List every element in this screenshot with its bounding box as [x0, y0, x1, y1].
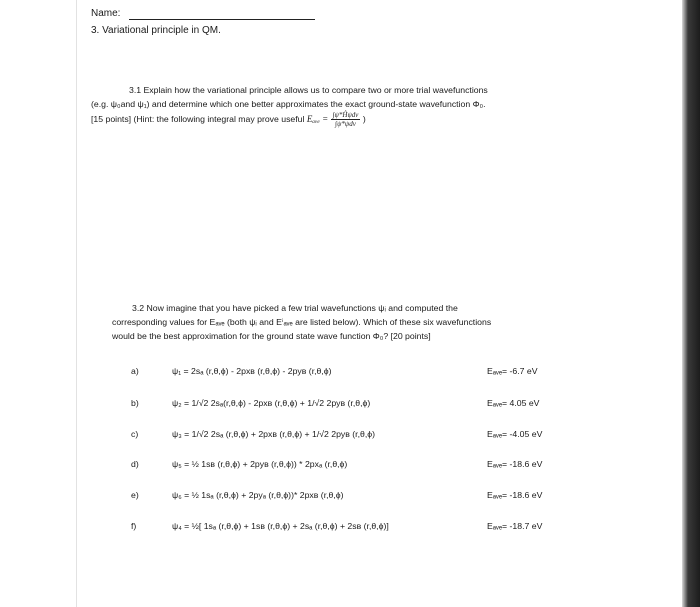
- name-label: Name:: [91, 8, 121, 19]
- option-wavefunction: ψ₄ = ½[ 1sₐ (r,θ,ϕ) + 1sʙ (r,θ,ϕ) + 2sₐ (r,θ,ϕ) + 2sʙ (r,θ,ϕ)]: [172, 521, 389, 531]
- option-letter: b): [131, 398, 139, 408]
- formula-denominator: ∫ψ*ψdv: [335, 120, 356, 128]
- option-wavefunction: ψ₁ = 2sₐ (r,θ,ϕ) - 2pxʙ (r,θ,ϕ) - 2pyʙ (r,θ,ϕ): [172, 366, 332, 376]
- q2-line-1: 3.2 Now imagine that you have picked a few trial wavefunctions ψᵢ and computed the: [132, 303, 458, 313]
- name-blank-line: [129, 19, 315, 20]
- q1-line-2: (e.g. ψ₀and ψ₁) and determine which one better approximates the exact ground-state wavefunction Φ₀.: [91, 99, 486, 109]
- option-letter: a): [131, 366, 139, 376]
- formula-fraction: [331, 111, 361, 128]
- q1-line-3-text: [15 points] (Hint: the following integral may prove useful: [91, 113, 305, 124]
- option-energy: Eₐᵥₑ= -18.6 eV: [487, 459, 543, 469]
- page-edge-shadow: [682, 0, 700, 607]
- option-wavefunction: ψ₅ = ½ 1sʙ (r,θ,ϕ) + 2pyʙ (r,θ,ϕ)) * 2pxₐ (r,θ,ϕ): [172, 459, 348, 469]
- q1-line-3-close: ): [362, 113, 366, 124]
- option-wavefunction: ψ₆ = ½ 1sₐ (r,θ,ϕ) + 2pyₐ (r,θ,ϕ))* 2pxʙ (r,θ,ϕ): [172, 490, 344, 500]
- option-wavefunction: ψ₃ = 1/√2 2sₐ (r,θ,ϕ) + 2pxʙ (r,θ,ϕ) + 1/√2 2pyʙ (r,θ,ϕ): [172, 429, 376, 439]
- option-wavefunction: ψ₂ = 1/√2 2sₐ(r,θ,ϕ) - 2pxʙ (r,θ,ϕ) + 1/√2 2pyʙ (r,θ,ϕ): [172, 398, 371, 408]
- option-letter: d): [131, 459, 139, 469]
- option-energy: Eₐᵥₑ= -4.05 eV: [487, 429, 543, 439]
- option-energy: Eₐᵥₑ= -18.6 eV: [487, 490, 543, 500]
- q2-line-2: corresponding values for Eₐᵥₑ (both ψᵢ and Eⁱₐᵥₑ are listed below). Which of these six wavefunctions: [112, 317, 492, 327]
- option-letter: c): [131, 429, 139, 439]
- formula-numerator: ∫ψ*Ĥψdv: [332, 111, 359, 119]
- q1-line-3: [91, 111, 488, 128]
- option-letter: f): [131, 521, 137, 531]
- option-letter: e): [131, 490, 139, 500]
- formula-lhs: Eₐᵥₑ =: [306, 113, 329, 124]
- section-title: 3. Variational principle in QM.: [91, 25, 221, 36]
- option-energy: Eₐᵥₑ= -18.7 eV: [487, 521, 543, 531]
- q2-line-3: would be the best approximation for the ground state wave function Φ₀? [20 points]: [112, 331, 431, 341]
- question-3-2: [112, 301, 491, 343]
- question-3-1: [91, 83, 488, 128]
- page-margin-line: [76, 0, 77, 607]
- option-energy: Eₐᵥₑ= -6.7 eV: [487, 366, 538, 376]
- option-energy: Eₐᵥₑ= 4.05 eV: [487, 398, 540, 408]
- q1-line-1: 3.1 Explain how the variational principle allows us to compare two or more trial wavefunctions: [129, 85, 488, 95]
